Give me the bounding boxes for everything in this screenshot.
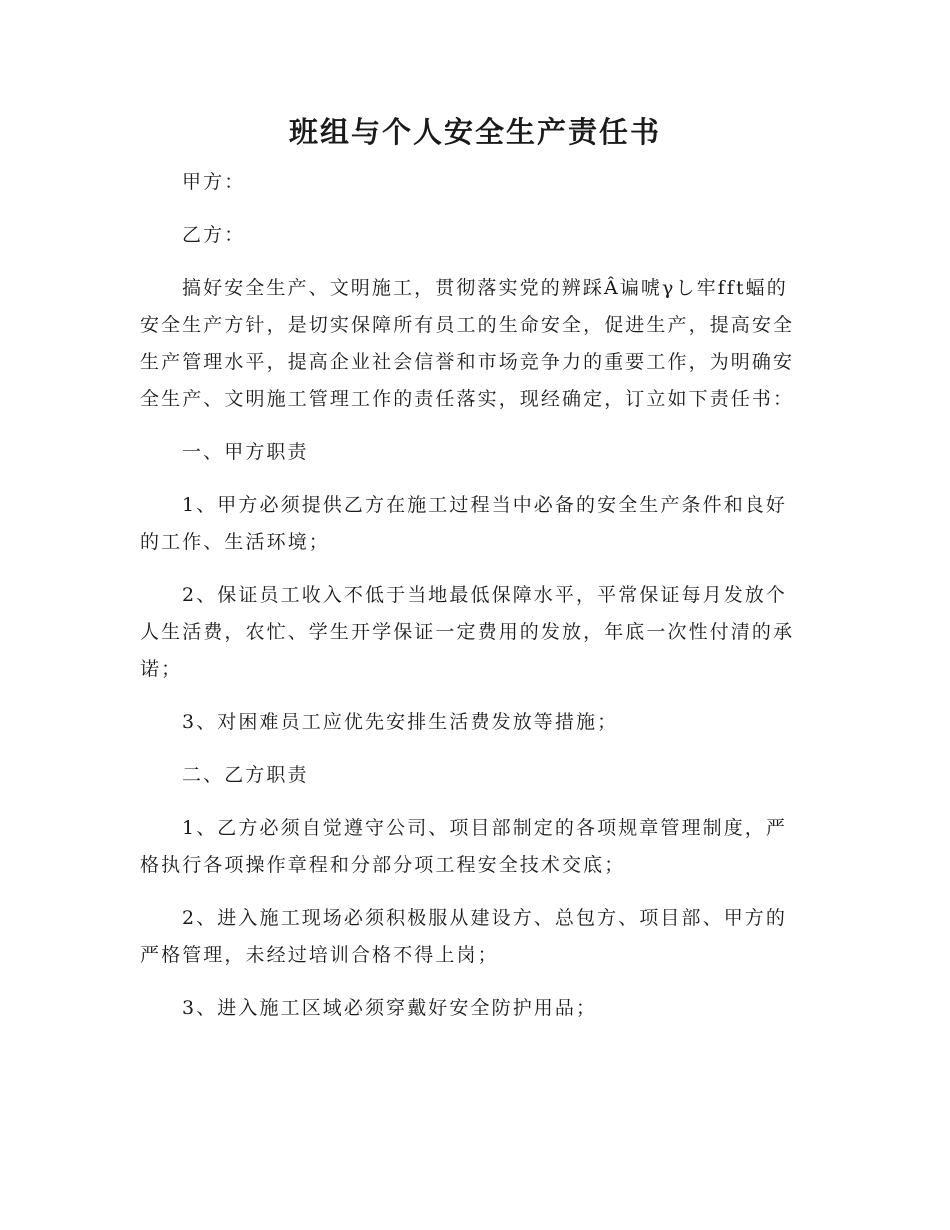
document-body	[140, 164, 808, 1043]
intro-paragraph: 搞好安全生产、文明施工，贯彻落实党的辨踩Â谝唬γし牢fft蝠的安全生产方针，是切实保障所有员工的生命安全，促进生产，提高安全生产管理水平，提高企业社会信誉和市场竞争力的重要工作，为明确安全生产、文明施工管理工作的责任落实，现经确定，订立如下责任书：	[140, 277, 795, 410]
party-a-duty-1: 1、甲方必须提供乙方在施工过程当中必备的安全生产条件和良好的工作、生活环境；	[140, 494, 787, 553]
party-b-line: 乙方：	[182, 224, 246, 246]
party-a-line: 甲方：	[182, 171, 246, 193]
party-a-duty-2: 2、保证员工收入不低于当地最低保障水平，平常保证每月发放个人生活费，农忙、学生开学保证一定费用的发放，年底一次性付清的承诺；	[140, 584, 795, 680]
party-b-duty-2: 2、进入施工现场必须积极服从建设方、总包方、项目部、甲方的严格管理，未经过培训合格不得上岗；	[140, 907, 787, 966]
party-b-duty-3: 3、进入施工区域必须穿戴好安全防护用品；	[182, 997, 598, 1019]
section-heading-party-b: 二、乙方职责	[182, 764, 309, 786]
document-title: 班组与个人安全生产责任书	[288, 115, 661, 149]
party-a-duty-3: 3、对困难员工应优先安排生活费发放等措施；	[182, 711, 619, 733]
section-heading-party-a: 一、甲方职责	[182, 441, 309, 463]
party-b-duty-1: 1、乙方必须自觉遵守公司、项目部制定的各项规章管理制度，严格执行各项操作章程和分部分项工程安全技术交底；	[140, 817, 787, 876]
